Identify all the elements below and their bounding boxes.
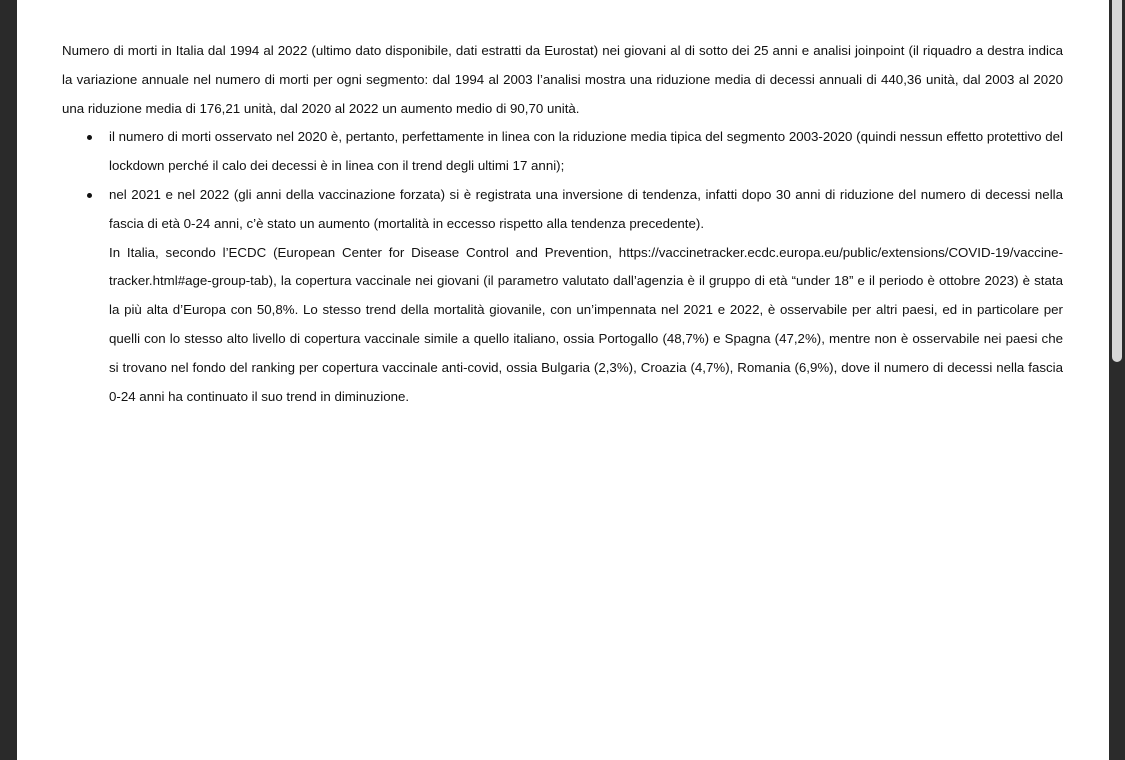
document-page: [17, 0, 1109, 760]
continuation-paragraph: In Italia, secondo l’ECDC (European Center for Disease Control and Prevention, https://vaccinetracker.ecdc.europa.eu/public/extensions/COVID-19/vaccine-tracker.html#age-group-tab), la copertura vaccinale nei giovani (il parametro valutato dall’agenzia è il gruppo di età “under 18” e il periodo è ottobre 2023) è stata la più alta d’Europa con 50,8%. Lo stesso trend della mortalità giovanile, con un’impennata nel 2021 e 2022, è osservabile per altri paesi, ed in particolare per quelli con lo stesso alto livello di copertura vaccinale simile a quello italiano, ossia Portogallo (48,7%) e Spagna (47,2%), mentre non è osservabile nei paesi che si trovano nel fondo del ranking per copertura vaccinale anti-covid, ossia Bulgaria (2,3%), Croazia (4,7%), Romania (6,9%), dove il numero di decessi nella fascia 0-24 anni ha continuato il suo trend in diminuzione.: [109, 244, 1063, 404]
scrollbar-thumb[interactable]: [1112, 0, 1122, 362]
bullet-item: [109, 181, 1063, 411]
bullet-list: [62, 123, 1063, 411]
document-content: [62, 37, 1063, 411]
bullet-text: nel 2021 e nel 2022 (gli anni della vaccinazione forzata) si è registrata una inversione di tendenza, infatti dopo 30 anni di riduzione del numero di decessi nella fascia di età 0-24 anni, c’è stato un aumento (mortalità in eccesso rispetto alla tendenza precedente).: [109, 186, 1063, 231]
bullet-icon: [87, 135, 92, 140]
bullet-icon: [87, 193, 92, 198]
bullet-item: [109, 123, 1063, 181]
intro-paragraph: Numero di morti in Italia dal 1994 al 2022 (ultimo dato disponibile, dati estratti da Eurostat) nei giovani al di sotto dei 25 anni e analisi joinpoint (il riquadro a destra indica la variazione annuale nel numero di morti per ogni segmento: dal 1994 al 2003 l’analisi mostra una riduzione media di decessi annuali di 440,36 unità, dal 2003 al 2020 una riduzione media di 176,21 unità, dal 2020 al 2022 un aumento medio di 90,70 unità.: [62, 43, 1063, 116]
vertical-scrollbar[interactable]: [1109, 0, 1125, 760]
viewer-background-left: [0, 0, 17, 760]
bullet-text: il numero di morti osservato nel 2020 è, pertanto, perfettamente in linea con la riduzione media tipica del segmento 2003-2020 (quindi nessun effetto protettivo del lockdown perché il calo dei decessi è in linea con il trend degli ultimi 17 anni);: [109, 129, 1063, 174]
